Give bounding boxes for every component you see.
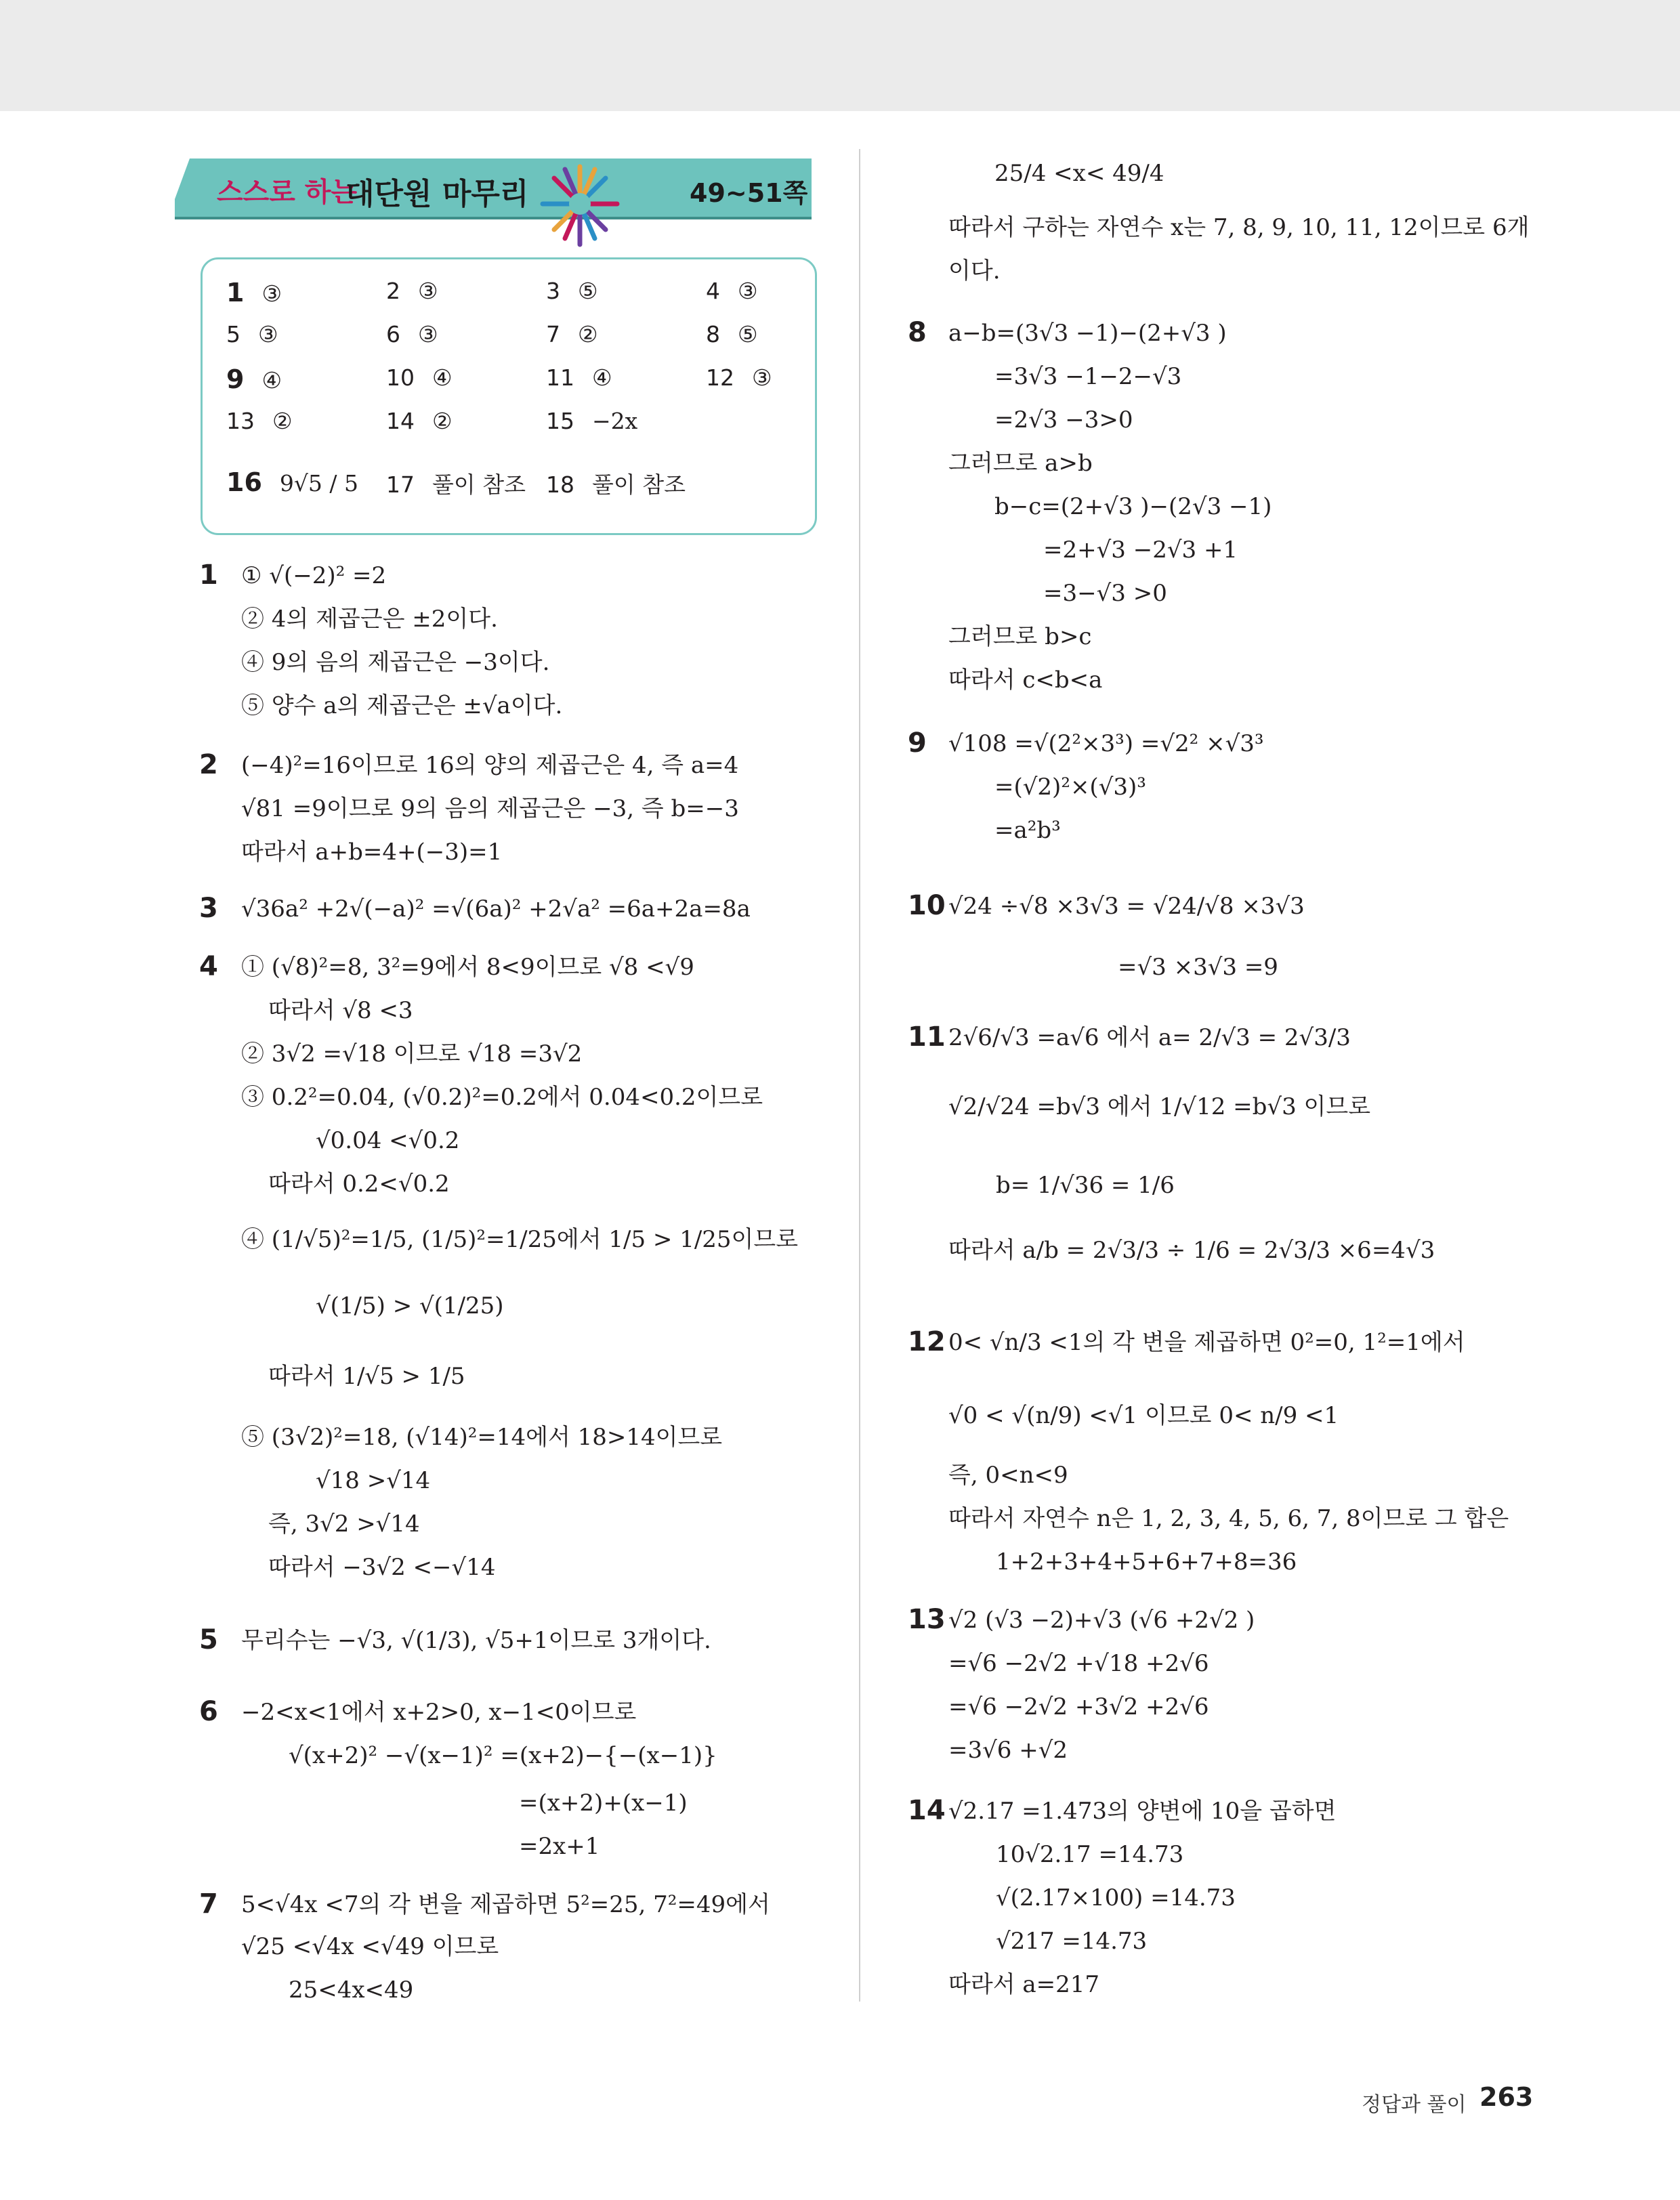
answer-key-number: 15	[546, 408, 574, 434]
solution-line: 따라서 0.2<√0.2	[268, 1170, 450, 1198]
answer-key-item	[706, 278, 758, 304]
answer-key-answer: ③	[752, 364, 772, 391]
solution-line: ② 3√2 =√18 이므로 √18 =3√2	[241, 1040, 583, 1067]
solution-line: 0< √n/3 <1의 각 변을 제곱하면 0²=0, 1²=1에서	[948, 1329, 1465, 1356]
solution-line: =3√6 +√2	[948, 1737, 1068, 1764]
answer-key-answer: 9√5 / 5	[279, 470, 359, 496]
solution-line: √108 =√(2²×3³) =√2² ×√3³	[948, 730, 1264, 757]
solution-line: a−b=(3√3 −1)−(2+√3 )	[948, 320, 1227, 347]
solution-line: 무리수는 −√3, √(1/3), √5+1이므로 3개이다.	[241, 1627, 711, 1654]
solution-line: √(1/5) > √(1/25)	[316, 1292, 504, 1319]
answer-key-number: 12	[706, 364, 734, 391]
answer-key-answer: ③	[261, 280, 282, 307]
solution-line: √0 < √(n/9) <√1 이므로 0< n/9 <1	[948, 1402, 1339, 1429]
answer-key-number: 3	[546, 278, 560, 304]
answer-key-answer: ③	[418, 278, 438, 304]
problem-number: 4	[199, 951, 218, 982]
solution-line: b= 1/√36 = 1/6	[996, 1172, 1175, 1199]
solution-line: 즉, 0<n<9	[948, 1462, 1068, 1489]
solution-line: √217 =14.73	[996, 1928, 1148, 1955]
solution-line: 따라서 1/√5 > 1/5	[268, 1363, 465, 1390]
solution-line: 따라서 a=217	[948, 1971, 1099, 1998]
solution-line: √2/√24 =b√3 에서 1/√12 =b√3 이므로	[948, 1093, 1371, 1120]
top-margin-band	[0, 0, 1680, 111]
answer-key-answer: ⑤	[578, 278, 598, 304]
answer-key-number: 2	[386, 278, 400, 304]
banner-subtitle: 스스로 하는	[217, 177, 358, 208]
solution-line: b−c=(2+√3 )−(2√3 −1)	[994, 493, 1272, 520]
answer-key-number: 7	[546, 321, 560, 347]
page-number: 263	[1479, 2082, 1534, 2112]
answer-key-item	[386, 278, 438, 304]
answer-key-item	[546, 364, 612, 391]
answer-key-item	[546, 408, 637, 434]
solution-line: =2√3 −3>0	[994, 406, 1133, 433]
firework-decoration-icon	[526, 153, 634, 255]
answer-key-answer: −2x	[592, 408, 638, 434]
solution-line: (−4)²=16이므로 16의 양의 제곱근은 4, 즉 a=4	[241, 752, 739, 779]
answer-key-number: 11	[546, 364, 574, 391]
answer-key-answer: ⑤	[738, 321, 758, 347]
answer-key-number: 9	[226, 364, 245, 394]
solution-line: −2<x<1에서 x+2>0, x−1<0이므로	[241, 1699, 637, 1726]
solution-line: 따라서 구하는 자연수 x는 7, 8, 9, 10, 11, 12이므로 6개	[948, 214, 1530, 241]
solution-line: √81 =9이므로 9의 음의 제곱근은 −3, 즉 b=−3	[241, 795, 739, 822]
solution-line: ① (√8)²=8, 3²=9에서 8<9이므로 √8 <√9	[241, 954, 694, 981]
answer-key-item	[226, 467, 358, 497]
answer-key-item	[226, 408, 293, 434]
solution-line: 1+2+3+4+5+6+7+8=36	[996, 1548, 1297, 1575]
answer-key-item	[226, 278, 282, 308]
answer-key-number: 18	[546, 471, 574, 498]
answer-key-answer: ③	[418, 321, 438, 347]
problem-number: 3	[199, 893, 218, 924]
solution-line: =2x+1	[519, 1833, 600, 1860]
answer-key-item	[226, 364, 282, 394]
problem-number: 8	[908, 317, 927, 348]
problem-number: 13	[908, 1604, 946, 1635]
solution-line: =√6 −2√2 +3√2 +2√6	[948, 1693, 1209, 1720]
answer-key-item	[546, 321, 598, 347]
answer-key-answer: 풀이 참조	[432, 471, 526, 498]
problem-number: 7	[199, 1888, 218, 1920]
answer-key-answer: ③	[258, 321, 278, 347]
answer-key-number: 4	[706, 278, 720, 304]
solution-line: √0.04 <√0.2	[316, 1127, 460, 1154]
solution-line: 따라서 자연수 n은 1, 2, 3, 4, 5, 6, 7, 8이므로 그 합은	[948, 1505, 1509, 1532]
answer-key-answer: ②	[272, 408, 293, 434]
solution-line: √25 <√4x <√49 이므로	[241, 1933, 499, 1960]
answer-key-number: 1	[226, 278, 245, 308]
answer-key-item	[386, 408, 453, 434]
column-divider	[859, 149, 860, 2002]
solution-line: 그러므로 a>b	[948, 450, 1093, 477]
answer-key-item	[706, 321, 758, 347]
solution-line: √(x+2)² −√(x−1)² =(x+2)−{−(x−1)}	[289, 1742, 717, 1769]
footer-label: 정답과 풀이	[1362, 2093, 1467, 2117]
answer-key-number: 17	[386, 471, 415, 498]
solution-line: 이다.	[948, 257, 1001, 284]
solution-line: =3√3 −1−2−√3	[994, 363, 1182, 390]
banner-underline	[175, 217, 812, 219]
solution-line: 즉, 3√2 >√14	[268, 1510, 420, 1538]
answer-key-number: 16	[226, 467, 262, 497]
answer-key-answer: ④	[592, 364, 612, 391]
answer-key-item	[386, 467, 526, 499]
answer-key-item	[546, 278, 598, 304]
solution-line: 25/4 <x< 49/4	[994, 160, 1164, 187]
answer-key-answer: ③	[738, 278, 758, 304]
solution-line: ③ 0.2²=0.04, (√0.2)²=0.2에서 0.04<0.2이므로	[241, 1084, 763, 1111]
problem-number: 6	[199, 1696, 218, 1727]
solution-line: 따라서 a+b=4+(−3)=1	[241, 839, 503, 866]
answer-key-item	[386, 321, 438, 347]
problem-number: 9	[908, 727, 927, 759]
solution-line: =2+√3 −2√3 +1	[1043, 536, 1238, 564]
problem-number: 2	[199, 749, 218, 780]
solution-line: 25<4x<49	[289, 1976, 414, 2004]
problem-number: 5	[199, 1624, 218, 1655]
solution-line: 5<√4x <7의 각 변을 제곱하면 5²=25, 7²=49에서	[241, 1891, 770, 1918]
solution-line: ① √(−2)² =2	[241, 562, 387, 589]
banner-page-range: 49~51쪽	[690, 178, 808, 208]
answer-key-number: 6	[386, 321, 400, 347]
answer-key-item	[706, 364, 772, 391]
solution-line: =3−√3 >0	[1043, 580, 1167, 607]
solution-line: ⑤ 양수 a의 제곱근은 ±√a이다.	[241, 692, 563, 719]
answer-key-answer: ②	[578, 321, 598, 347]
answer-key-number: 5	[226, 321, 240, 347]
problem-number: 1	[199, 559, 218, 591]
solution-line: 따라서 −3√2 <−√14	[268, 1554, 496, 1581]
answer-key-number: 13	[226, 408, 255, 434]
section-banner	[175, 158, 812, 217]
solution-line: =a²b³	[994, 817, 1061, 844]
solution-line: ④ 9의 음의 제곱근은 −3이다.	[241, 649, 550, 676]
solution-line: =√3 ×3√3 =9	[1118, 954, 1278, 981]
solution-line: √18 >√14	[316, 1467, 431, 1494]
solution-line: 그러므로 b>c	[948, 623, 1092, 650]
solution-line: 10√2.17 =14.73	[996, 1841, 1184, 1868]
solution-line: √24 ÷√8 ×3√3 = √24/√8 ×3√3	[948, 893, 1305, 920]
answer-key-answer: ②	[432, 408, 453, 434]
solution-line: 2√6/√3 =a√6 에서 a= 2/√3 = 2√3/3	[948, 1024, 1351, 1051]
problem-number: 10	[908, 890, 946, 921]
solution-line: √36a² +2√(−a)² =√(6a)² +2√a² =6a+2a=8a	[241, 895, 751, 923]
problem-number: 11	[908, 1021, 946, 1053]
solution-line: 따라서 c<b<a	[948, 667, 1103, 694]
problem-number: 14	[908, 1795, 946, 1826]
banner-title: 대단원 마무리	[345, 177, 529, 211]
solution-line: 따라서 a/b = 2√3/3 ÷ 1/6 = 2√3/3 ×6=4√3	[948, 1237, 1435, 1264]
answer-key-answer: ④	[261, 367, 282, 394]
solution-line: ⑤ (3√2)²=18, (√14)²=14에서 18>14이므로	[241, 1424, 723, 1451]
solution-line: ④ (1/√5)²=1/5, (1/5)²=1/25에서 1/5 > 1/25이므로	[241, 1226, 799, 1253]
answer-key-number: 14	[386, 408, 415, 434]
answer-key-number: 8	[706, 321, 720, 347]
solution-line: =(√2)²×(√3)³	[994, 774, 1146, 801]
answer-key-number: 10	[386, 364, 415, 391]
solution-line: √2 (√3 −2)+√3 (√6 +2√2 )	[948, 1607, 1255, 1634]
answer-key-answer: ④	[432, 364, 453, 391]
solution-line: ② 4의 제곱근은 ±2이다.	[241, 606, 498, 633]
solution-line: √(2.17×100) =14.73	[996, 1884, 1236, 1911]
solution-line: √2.17 =1.473의 양변에 10을 곱하면	[948, 1798, 1337, 1825]
solution-line: =√6 −2√2 +√18 +2√6	[948, 1650, 1209, 1677]
answer-key-item	[386, 364, 453, 391]
solution-line: 따라서 √8 <3	[268, 997, 413, 1024]
answer-key-item	[226, 321, 278, 347]
answer-key-item	[546, 467, 686, 499]
solution-line: =(x+2)+(x−1)	[519, 1790, 688, 1817]
problem-number: 12	[908, 1326, 946, 1357]
answer-key-answer: 풀이 참조	[592, 471, 686, 498]
